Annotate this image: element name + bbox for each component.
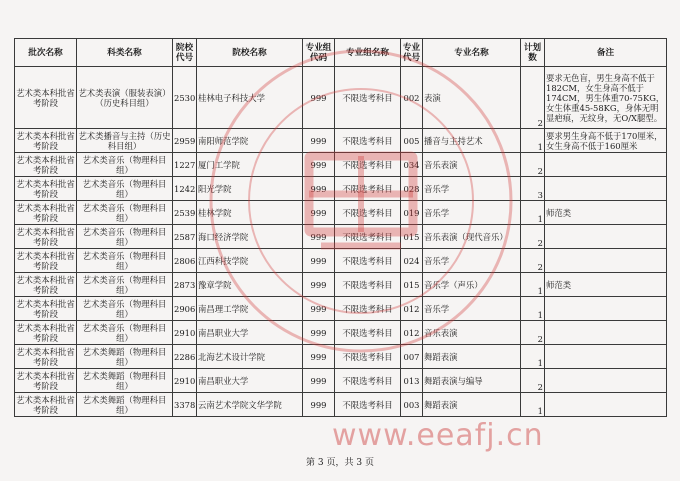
remark-cell: [545, 321, 667, 345]
batch-cell: 艺术类本科批省考阶段: [16, 394, 75, 415]
school-code-cell: 2910: [173, 321, 197, 345]
plan-count-cell: 2: [521, 153, 545, 177]
school-code-cell: 2806: [173, 249, 197, 273]
group-name-cell: 不限选考科目: [335, 225, 401, 249]
category-cell: 艺术类舞蹈（物理科目组）: [77, 345, 173, 369]
remark-cell: 师范类: [545, 201, 667, 225]
school-code-cell: 2910: [173, 369, 197, 393]
school-code-cell: 2873: [173, 273, 197, 297]
table-row: [15, 129, 667, 153]
major-name-cell: 音乐表演: [423, 321, 521, 345]
major-name-cell: 播音与主持艺术: [423, 129, 521, 153]
major-code-cell: 015: [401, 273, 423, 297]
remark-cell: 要求男生身高不低于170厘米，女生身高不低于160厘米: [545, 129, 667, 153]
major-code-cell: 013: [401, 369, 423, 393]
major-code-cell: 019: [401, 201, 423, 225]
school-code-cell: 2539: [173, 201, 197, 225]
remark-cell: [545, 153, 667, 177]
major-name-cell: 音乐学: [423, 249, 521, 273]
category-cell: 艺术类音乐（物理科目组）: [77, 249, 173, 273]
major-code-cell: 015: [401, 225, 423, 249]
school-name-cell: 厦门工学院: [197, 153, 303, 177]
category-cell: 艺术类舞蹈（物理科目组）: [77, 393, 173, 417]
major-name-cell: 舞蹈表演与编导: [423, 369, 521, 393]
column-header: 专业代号: [401, 39, 423, 67]
group-code-cell: 999: [303, 129, 335, 153]
remark-cell: 要求无色盲，男生身高不低于182CM，女生身高不低于174CM，男生体重70-75KG，女生体重45-58KG，身体无明显疤痕，无纹身，无O/X腿型。: [545, 67, 667, 129]
major-name-cell: 音乐表演（现代音乐）: [423, 225, 521, 249]
major-name-cell: 舞蹈表演: [423, 393, 521, 417]
group-code-cell: 999: [303, 67, 335, 129]
school-code-cell: 3378: [173, 393, 197, 417]
school-name-cell: 南昌职业大学: [197, 369, 303, 393]
table-row: [15, 177, 667, 201]
remark-cell: [545, 369, 667, 393]
group-code-cell: 999: [303, 249, 335, 273]
plan-count-cell: 2: [521, 249, 545, 273]
group-name-cell: 不限选考科目: [335, 129, 401, 153]
school-name-cell: 桂林学院: [197, 201, 303, 225]
major-name-cell: 音乐学: [423, 297, 521, 321]
website-watermark: www.eeafj.cn: [332, 418, 544, 453]
remark-cell: 师范类: [545, 273, 667, 297]
column-header: 计划数: [521, 39, 545, 67]
school-code-cell: 2906: [173, 297, 197, 321]
column-header: 专业名称: [423, 39, 521, 67]
major-code-cell: 012: [401, 297, 423, 321]
school-name-cell: 北海艺术设计学院: [197, 345, 303, 369]
category-cell: 艺术类舞蹈（物理科目组）: [77, 369, 173, 393]
plan-count-cell: 2: [521, 321, 545, 345]
column-header: 科类名称: [77, 39, 173, 67]
remark-cell: [545, 249, 667, 273]
plan-count-cell: 1: [521, 393, 545, 417]
group-code-cell: 999: [303, 345, 335, 369]
major-code-cell: 034: [401, 153, 423, 177]
group-code-cell: 999: [303, 177, 335, 201]
category-cell: 艺术类音乐（物理科目组）: [77, 225, 173, 249]
table-row: [15, 153, 667, 177]
batch-cell: 艺术类本科批省考阶段: [16, 202, 75, 223]
batch-cell: 艺术类本科批省考阶段: [16, 322, 75, 343]
remark-cell: [545, 345, 667, 369]
table-row: [15, 345, 667, 369]
column-header: 备注: [545, 39, 667, 67]
page-footer: 第 3 页，共 3 页: [306, 458, 374, 468]
admission-plan-table: [14, 38, 667, 417]
group-code-cell: 999: [303, 201, 335, 225]
plan-count-cell: 1: [521, 201, 545, 225]
plan-count-cell: 1: [521, 345, 545, 369]
school-name-cell: 南昌理工学院: [197, 297, 303, 321]
batch-cell: 艺术类本科批省考阶段: [16, 226, 75, 247]
major-name-cell: 音乐表演: [423, 153, 521, 177]
plan-count-cell: 1: [521, 129, 545, 153]
batch-cell: 艺术类本科批省考阶段: [16, 346, 75, 367]
school-name-cell: 江西科技学院: [197, 249, 303, 273]
category-cell: 艺术类音乐（物理科目组）: [77, 153, 173, 177]
group-code-cell: 999: [303, 153, 335, 177]
group-name-cell: 不限选考科目: [335, 67, 401, 129]
major-code-cell: 003: [401, 393, 423, 417]
major-code-cell: 024: [401, 249, 423, 273]
major-name-cell: 音乐学: [423, 201, 521, 225]
group-name-cell: 不限选考科目: [335, 201, 401, 225]
table-row: [15, 273, 667, 297]
table-row: [15, 369, 667, 393]
category-cell: 艺术类音乐（物理科目组）: [77, 177, 173, 201]
group-code-cell: 999: [303, 393, 335, 417]
major-name-cell: 舞蹈表演: [423, 345, 521, 369]
school-name-cell: 桂林电子科技大学: [197, 67, 303, 129]
major-code-cell: 007: [401, 345, 423, 369]
table-header-row: [15, 39, 667, 67]
category-cell: 艺术类播音与主持（历史科目组）: [78, 130, 171, 151]
group-name-cell: 不限选考科目: [335, 369, 401, 393]
column-header: 专业组代码: [303, 39, 335, 67]
table-row: [15, 67, 667, 129]
batch-cell: 艺术类本科批省考阶段: [16, 154, 75, 175]
table-row: [15, 249, 667, 273]
school-name-cell: 海口经济学院: [197, 225, 303, 249]
school-name-cell: 阳光学院: [197, 177, 303, 201]
school-code-cell: 1227: [173, 153, 197, 177]
group-name-cell: 不限选考科目: [335, 177, 401, 201]
school-name-cell: 南昌职业大学: [197, 321, 303, 345]
column-header: 专业组名称: [335, 39, 401, 67]
batch-cell: 艺术类本科批省考阶段: [16, 250, 75, 271]
major-name-cell: 音乐学: [423, 177, 521, 201]
remark-cell: [545, 393, 667, 417]
school-code-cell: 2959: [173, 129, 197, 153]
remark-cell: [545, 177, 667, 201]
group-code-cell: 999: [303, 297, 335, 321]
table-row: [15, 225, 667, 249]
batch-cell: 艺术类本科批省考阶段: [15, 67, 77, 129]
group-name-cell: 不限选考科目: [335, 273, 401, 297]
table-row: [15, 393, 667, 417]
category-cell: 艺术类音乐（物理科目组）: [77, 273, 173, 297]
group-code-cell: 999: [303, 369, 335, 393]
major-code-cell: 012: [401, 321, 423, 345]
school-name-cell: 豫章学院: [197, 273, 303, 297]
group-name-cell: 不限选考科目: [335, 153, 401, 177]
group-name-cell: 不限选考科目: [335, 321, 401, 345]
batch-cell: 艺术类本科批省考阶段: [16, 274, 75, 295]
remark-cell: [545, 225, 667, 249]
group-code-cell: 999: [303, 273, 335, 297]
plan-count-cell: 2: [521, 67, 545, 129]
school-name-cell: 南阳师范学院: [197, 129, 303, 153]
plan-count-cell: 3: [521, 177, 545, 201]
column-header: 院校代号: [173, 39, 197, 67]
batch-cell: 艺术类本科批省考阶段: [16, 130, 75, 151]
table-row: [15, 321, 667, 345]
school-code-cell: 2530: [173, 67, 197, 129]
category-cell: 艺术类音乐（物理科目组）: [77, 321, 173, 345]
column-header: 院校名称: [197, 39, 303, 67]
group-name-cell: 不限选考科目: [335, 249, 401, 273]
group-code-cell: 999: [303, 321, 335, 345]
column-header: 批次名称: [15, 39, 77, 67]
major-code-cell: 028: [401, 177, 423, 201]
plan-count-cell: 1: [521, 273, 545, 297]
group-name-cell: 不限选考科目: [335, 297, 401, 321]
group-code-cell: 999: [303, 225, 335, 249]
plan-count-cell: 2: [521, 369, 545, 393]
table-row: [15, 297, 667, 321]
plan-count-cell: 2: [521, 225, 545, 249]
remark-cell: [545, 297, 667, 321]
batch-cell: 艺术类本科批省考阶段: [16, 298, 75, 319]
major-code-cell: 005: [401, 129, 423, 153]
major-name-cell: 表演: [423, 67, 521, 129]
school-code-cell: 2286: [173, 345, 197, 369]
category-cell: 艺术类表演（服装表演）（历史科目组）: [77, 67, 173, 129]
major-code-cell: 002: [401, 67, 423, 129]
plan-count-cell: 1: [521, 297, 545, 321]
major-name-cell: 音乐学（声乐）: [423, 273, 521, 297]
school-name-cell: 云南艺术学院文华学院: [197, 393, 303, 417]
category-cell: 艺术类音乐（物理科目组）: [77, 297, 173, 321]
school-code-cell: 1242: [173, 177, 197, 201]
category-cell: 艺术类音乐（物理科目组）: [77, 201, 173, 225]
table-row: [15, 201, 667, 225]
group-name-cell: 不限选考科目: [335, 345, 401, 369]
batch-cell: 艺术类本科批省考阶段: [16, 370, 75, 391]
batch-cell: 艺术类本科批省考阶段: [16, 178, 75, 199]
school-code-cell: 2587: [173, 225, 197, 249]
group-name-cell: 不限选考科目: [335, 393, 401, 417]
